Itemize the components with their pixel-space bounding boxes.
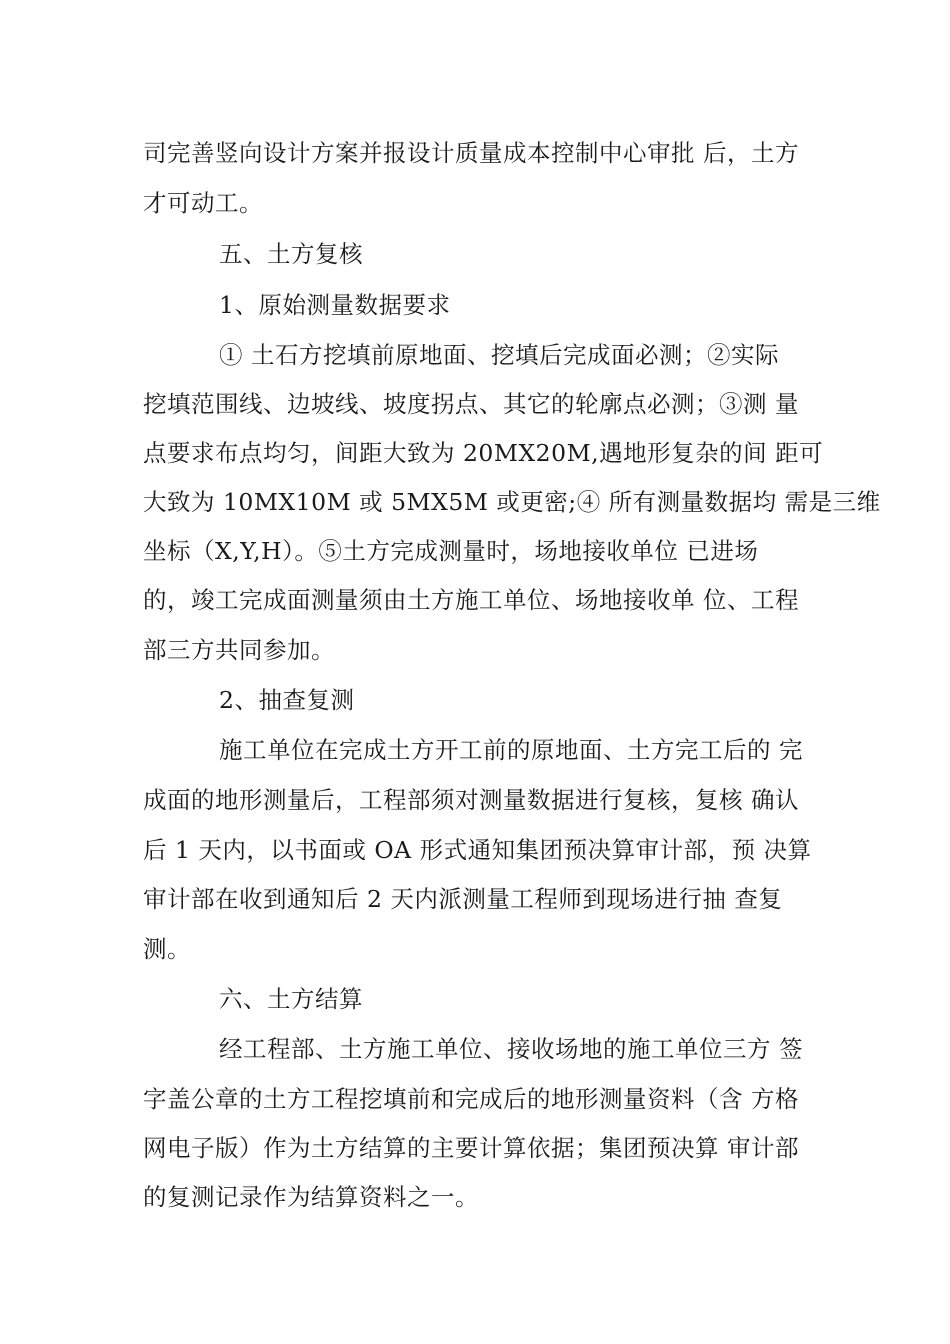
paragraph-line: 审计部在收到通知后 2 天内派测量工程师到现场进行抽 查复 — [143, 885, 783, 913]
paragraph-line: 施工单位在完成土方开工前的原地面、土方完工后的 完 — [219, 736, 803, 764]
section-heading-five: 五、土方复核 — [219, 240, 363, 268]
paragraph-line: 点要求布点均匀，间距大致为 20MX20M,遇地形复杂的间 距可 — [143, 439, 824, 467]
subsection-heading-2: 2、抽查复测 — [219, 686, 355, 714]
paragraph-line: 测。 — [143, 935, 191, 963]
paragraph-line: 字盖公章的土方工程挖填前和完成后的地形测量资料（含 方格 — [143, 1085, 799, 1113]
section-heading-six: 六、土方结算 — [219, 985, 363, 1013]
paragraph-line: 坐标（X,Y,H）。⑤土方完成测量时，场地接收单位 已进场 — [143, 537, 759, 565]
subsection-heading-1: 1、原始测量数据要求 — [219, 291, 451, 319]
paragraph-line: 网电子版）作为土方结算的主要计算依据；集团预决算 审计部 — [143, 1134, 799, 1162]
paragraph-line: ① 土石方挖填前原地面、挖填后完成面必测；②实际 — [219, 341, 779, 369]
paragraph-line: 经工程部、土方施工单位、接收场地的施工单位三方 签 — [219, 1035, 803, 1063]
paragraph-line: 的，竣工完成面测量须由土方施工单位、场地接收单 位、工程 — [143, 586, 799, 614]
paragraph-line: 后 1 天内，以书面或 OA 形式通知集团预决算审计部，预 决算 — [143, 836, 812, 864]
paragraph-line: 的复测记录作为结算资料之一。 — [143, 1183, 479, 1211]
paragraph-line: 司完善竖向设计方案并报设计质量成本控制中心审批 后，土方 — [143, 139, 799, 167]
paragraph-line: 挖填范围线、边坡线、坡度拐点、其它的轮廓点必测；③测 量 — [143, 390, 799, 418]
paragraph-line: 才可动工。 — [143, 189, 263, 217]
paragraph-line: 部三方共同参加。 — [143, 636, 335, 664]
paragraph-line: 大致为 10MX10M 或 5MX5M 或更密;④ 所有测量数据均 需是三维 — [143, 488, 881, 516]
paragraph-line: 成面的地形测量后，工程部须对测量数据进行复核，复核 确认 — [143, 786, 799, 814]
